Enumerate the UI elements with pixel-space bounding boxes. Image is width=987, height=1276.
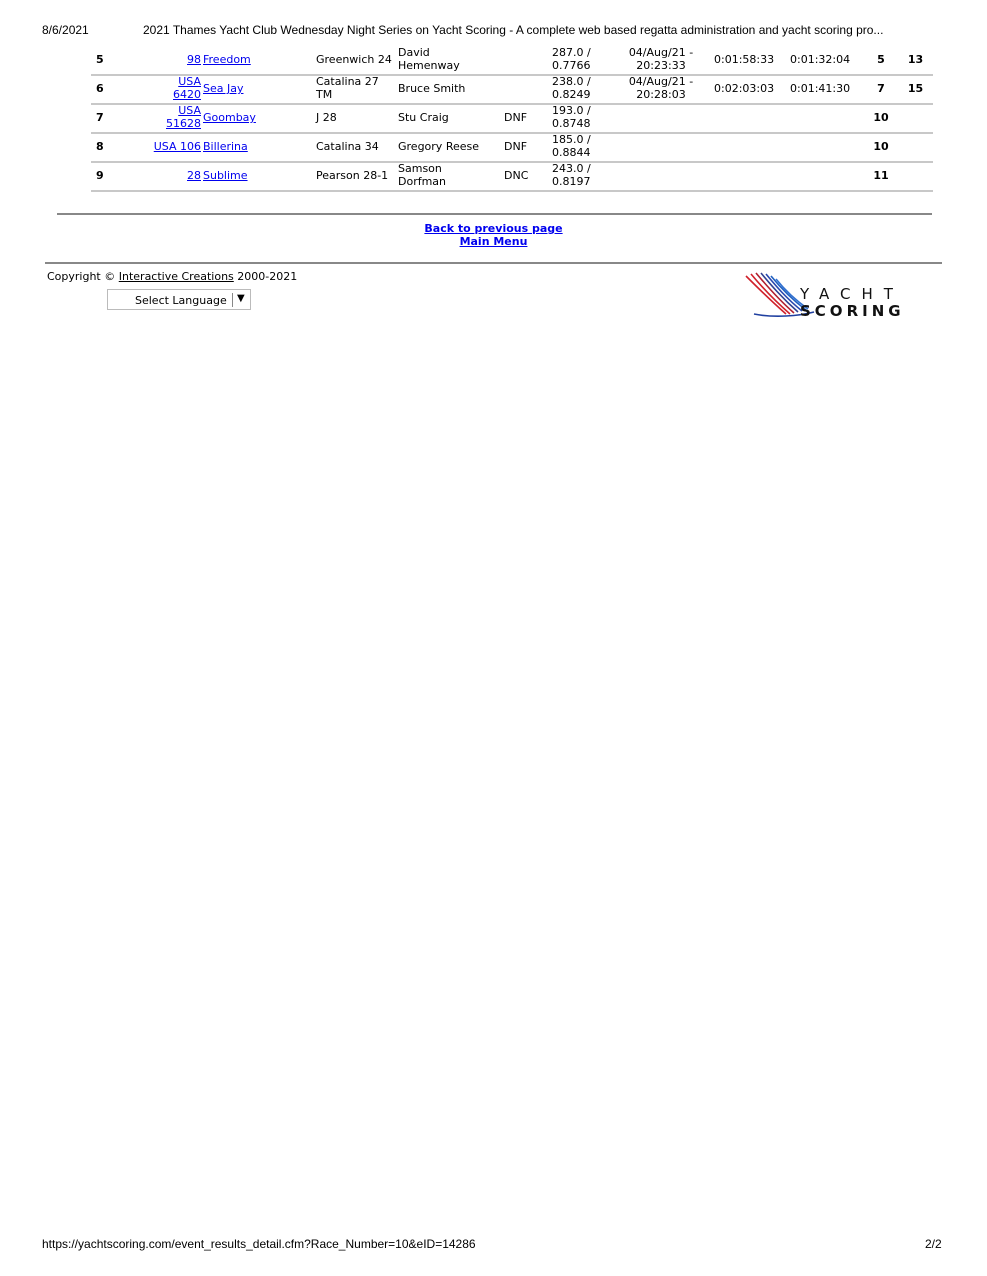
rating-cell-line: 243.0 / bbox=[552, 162, 591, 175]
rating-cell bbox=[552, 133, 622, 159]
language-label: Select Language bbox=[135, 294, 227, 307]
position-cell bbox=[866, 53, 896, 66]
status-code-cell bbox=[504, 111, 544, 124]
nav-main-wrap bbox=[0, 235, 987, 248]
boat-name-link-line: Freedom bbox=[203, 53, 251, 66]
boat-name-link[interactable] bbox=[203, 82, 313, 95]
sail-number-link[interactable] bbox=[133, 53, 201, 66]
boat-type-cell bbox=[316, 111, 396, 124]
boat-name-link-line: Sublime bbox=[203, 169, 248, 182]
sail-number-link-line: 51628 bbox=[166, 117, 201, 130]
corrected-time-cell-line: 0:01:32:04 bbox=[790, 53, 851, 66]
sail-number-link[interactable] bbox=[133, 104, 201, 130]
table-row bbox=[91, 103, 933, 134]
rating-cell-line: 0.8748 bbox=[552, 117, 591, 130]
finish-time-cell bbox=[611, 75, 711, 101]
place-cell bbox=[96, 140, 116, 153]
skipper-cell bbox=[398, 46, 498, 72]
print-page-number: 2/2 bbox=[925, 1237, 942, 1251]
elapsed-time-cell bbox=[714, 53, 784, 66]
position-cell bbox=[866, 82, 896, 95]
corrected-time-cell bbox=[790, 53, 860, 66]
position-cell-line: 11 bbox=[873, 169, 889, 182]
boat-type-cell bbox=[316, 75, 396, 101]
copyright-prefix: Copyright © bbox=[47, 270, 116, 283]
boat-type-cell-line: Greenwich 24 bbox=[316, 53, 392, 66]
rating-cell-line: 193.0 / bbox=[552, 104, 591, 117]
boat-name-link[interactable] bbox=[203, 53, 313, 66]
nav-back-wrap bbox=[0, 222, 987, 235]
rating-cell-line: 0.7766 bbox=[552, 59, 591, 72]
skipper-cell-line: Bruce Smith bbox=[398, 82, 466, 95]
position-cell-line: 10 bbox=[873, 111, 889, 124]
skipper-cell bbox=[398, 111, 498, 124]
rating-cell bbox=[552, 162, 622, 188]
position-cell bbox=[866, 111, 896, 124]
place-cell bbox=[96, 169, 116, 182]
sail-number-link-line: 98 bbox=[187, 53, 201, 66]
sail-number-link[interactable] bbox=[133, 140, 201, 153]
status-code-cell bbox=[504, 169, 544, 182]
sail-number-link-line: USA bbox=[178, 75, 201, 88]
divider bbox=[57, 213, 932, 215]
copyright bbox=[47, 270, 297, 283]
points-cell bbox=[903, 53, 928, 66]
points-cell bbox=[903, 82, 928, 95]
position-cell-line: 7 bbox=[877, 82, 885, 95]
place-cell-line: 9 bbox=[96, 169, 104, 182]
boat-name-link[interactable] bbox=[203, 140, 313, 153]
boat-type-cell-line: TM bbox=[316, 88, 333, 101]
skipper-cell-line: David bbox=[398, 46, 430, 59]
back-link[interactable]: Back to previous page bbox=[424, 222, 563, 235]
logo-text-bottom: SCORING bbox=[800, 302, 905, 320]
rating-cell-line: 185.0 / bbox=[552, 133, 591, 146]
points-cell-line: 15 bbox=[907, 82, 924, 95]
skipper-cell-line: Stu Craig bbox=[398, 111, 449, 124]
place-cell bbox=[96, 111, 116, 124]
position-cell-line: 5 bbox=[877, 53, 885, 66]
points-cell-line: 13 bbox=[907, 53, 924, 66]
skipper-cell bbox=[398, 140, 498, 153]
finish-time-cell-line: 04/Aug/21 - bbox=[628, 46, 694, 59]
status-code-cell-line: DNC bbox=[504, 169, 529, 182]
position-cell bbox=[866, 140, 896, 153]
copyright-years: 2000-2021 bbox=[237, 270, 298, 283]
skipper-cell-line: Dorfman bbox=[398, 175, 447, 188]
boat-type-cell bbox=[316, 140, 396, 153]
boat-name-link[interactable] bbox=[203, 169, 313, 182]
language-select[interactable] bbox=[107, 289, 251, 310]
elapsed-time-cell-line: 0:02:03:03 bbox=[714, 82, 775, 95]
boat-type-cell-line: Pearson 28-1 bbox=[316, 169, 389, 182]
finish-time-cell bbox=[611, 46, 711, 72]
rating-cell-line: 0.8197 bbox=[552, 175, 591, 188]
sail-number-link-line: USA 106 bbox=[153, 140, 201, 153]
boat-type-cell-line: Catalina 27 bbox=[316, 75, 379, 88]
boat-name-link-line: Goombay bbox=[203, 111, 256, 124]
divider bbox=[45, 262, 942, 264]
boat-name-link-line: Billerina bbox=[203, 140, 248, 153]
main-menu-link[interactable]: Main Menu bbox=[459, 235, 528, 248]
place-cell bbox=[96, 82, 116, 95]
yacht-scoring-logo bbox=[744, 268, 942, 320]
table-row bbox=[91, 74, 933, 105]
table-row bbox=[91, 132, 933, 163]
boat-type-cell bbox=[316, 53, 396, 66]
sail-number-link-line: 6420 bbox=[173, 88, 201, 101]
chevron-down-icon: ▼ bbox=[237, 293, 245, 304]
corrected-time-cell bbox=[790, 82, 860, 95]
rating-cell-line: 0.8844 bbox=[552, 146, 591, 159]
boat-type-cell-line: J 28 bbox=[316, 111, 337, 124]
print-date: 8/6/2021 bbox=[42, 23, 89, 37]
boat-name-link[interactable] bbox=[203, 111, 313, 124]
boat-name-link-line: Sea Jay bbox=[203, 82, 244, 95]
corrected-time-cell-line: 0:01:41:30 bbox=[790, 82, 851, 95]
status-code-cell-line: DNF bbox=[504, 140, 528, 153]
place-cell-line: 7 bbox=[96, 111, 104, 124]
status-code-cell-line: DNF bbox=[504, 111, 528, 124]
table-row bbox=[91, 45, 933, 76]
place-cell-line: 8 bbox=[96, 140, 104, 153]
rating-cell-line: 238.0 / bbox=[552, 75, 591, 88]
sail-number-link[interactable] bbox=[133, 169, 201, 182]
position-cell bbox=[866, 169, 896, 182]
sail-number-link[interactable] bbox=[133, 75, 201, 101]
sail-number-link-line: 28 bbox=[187, 169, 201, 182]
place-cell bbox=[96, 53, 116, 66]
table-row bbox=[91, 161, 933, 192]
elapsed-time-cell-line: 0:01:58:33 bbox=[714, 53, 775, 66]
finish-time-cell-line: 04/Aug/21 - bbox=[628, 75, 694, 88]
company-link[interactable]: Interactive Creations bbox=[118, 270, 234, 283]
boat-type-cell bbox=[316, 169, 396, 182]
sail-number-link-line: USA bbox=[178, 104, 201, 117]
status-code-cell bbox=[504, 140, 544, 153]
boat-type-cell-line: Catalina 34 bbox=[316, 140, 379, 153]
finish-time-cell-line: 20:28:03 bbox=[636, 88, 686, 101]
skipper-cell-line: Samson bbox=[398, 162, 442, 175]
place-cell-line: 5 bbox=[96, 53, 104, 66]
rating-cell bbox=[552, 104, 622, 130]
place-cell-line: 6 bbox=[96, 82, 104, 95]
logo-text-top: YACHT bbox=[800, 285, 904, 303]
skipper-cell bbox=[398, 82, 498, 95]
skipper-cell bbox=[398, 162, 498, 188]
print-page-title: 2021 Thames Yacht Club Wednesday Night Series on Yacht Scoring - A complete web based regatta administration and yacht scoring pro... bbox=[143, 23, 884, 37]
print-url: https://yachtscoring.com/event_results_detail.cfm?Race_Number=10&eID=14286 bbox=[42, 1237, 476, 1251]
skipper-cell-line: Gregory Reese bbox=[398, 140, 479, 153]
skipper-cell-line: Hemenway bbox=[398, 59, 460, 72]
position-cell-line: 10 bbox=[873, 140, 889, 153]
rating-cell-line: 0.8249 bbox=[552, 88, 591, 101]
elapsed-time-cell bbox=[714, 82, 784, 95]
language-separator bbox=[232, 293, 233, 307]
rating-cell-line: 287.0 / bbox=[552, 46, 591, 59]
finish-time-cell-line: 20:23:33 bbox=[636, 59, 686, 72]
